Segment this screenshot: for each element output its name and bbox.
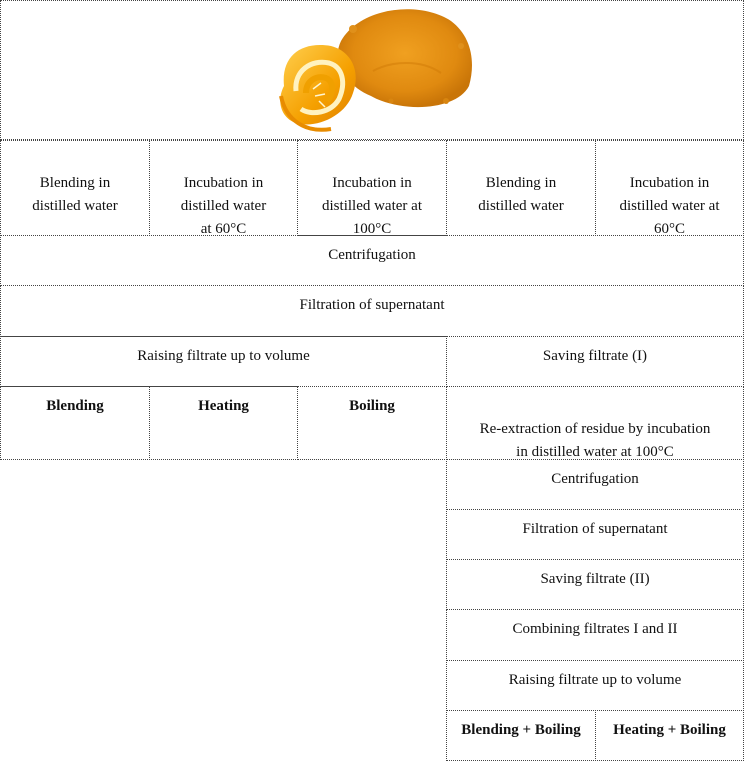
final-method-blending-boiling	[446, 710, 596, 761]
orange-peel-turmeric-image	[1, 1, 744, 141]
re-extraction-step	[446, 386, 744, 460]
method-4-label: Blending in distilled water	[478, 175, 564, 214]
header-image-cell	[0, 0, 744, 140]
filtration-2-label: Filtration of supernatant	[522, 521, 668, 537]
blending-boiling-label: Blending + Boiling	[461, 722, 581, 738]
raise-volume-2-step	[446, 660, 744, 711]
method-1-cell	[0, 140, 150, 236]
final-method-boiling	[297, 386, 447, 460]
boiling-label: Boiling	[349, 398, 395, 414]
centrifugation-2-label: Centrifugation	[551, 471, 639, 487]
combining-filtrates-label: Combining filtrates I and II	[512, 621, 678, 637]
saving-filtrate-2-step	[446, 559, 744, 610]
method-2-cell	[149, 140, 298, 236]
method-1-label: Blending in distilled water	[32, 175, 118, 214]
filtration-step	[0, 285, 744, 337]
filtration-label: Filtration of supernatant	[299, 297, 445, 313]
centrifugation-step	[0, 235, 744, 286]
method-3-label: Incubation in distilled water at 100°C	[322, 175, 422, 237]
heating-label: Heating	[198, 398, 249, 414]
raise-volume-2-label: Raising filtrate up to volume	[508, 672, 682, 688]
turmeric-powder-icon	[338, 9, 472, 107]
raise-volume-step	[0, 336, 447, 387]
saving-filtrate-1-step	[446, 336, 744, 387]
filtration-2-step	[446, 509, 744, 560]
final-method-heating	[149, 386, 298, 460]
method-5-label: Incubation in distilled water at 60°C	[619, 175, 720, 237]
raise-volume-label: Raising filtrate up to volume	[137, 348, 310, 364]
re-extraction-label: Re-extraction of residue by incubation in distilled water at 100°C	[479, 421, 711, 460]
blending-label: Blending	[46, 398, 104, 414]
centrifugation-label: Centrifugation	[328, 247, 416, 263]
method-4-cell	[446, 140, 596, 236]
saving-filtrate-1-label: Saving filtrate (I)	[542, 348, 648, 364]
method-3-cell	[297, 140, 447, 236]
final-method-heating-boiling	[595, 710, 744, 761]
orange-peel-icon	[280, 45, 356, 130]
method-2-label: Incubation in distilled water at 60°C	[180, 175, 267, 237]
final-method-blending	[0, 386, 150, 460]
combining-filtrates-step	[446, 609, 744, 661]
heating-boiling-label: Heating + Boiling	[613, 722, 726, 738]
centrifugation-2-step	[446, 459, 744, 510]
saving-filtrate-2-label: Saving filtrate (II)	[540, 571, 650, 587]
method-5-cell	[595, 140, 744, 236]
